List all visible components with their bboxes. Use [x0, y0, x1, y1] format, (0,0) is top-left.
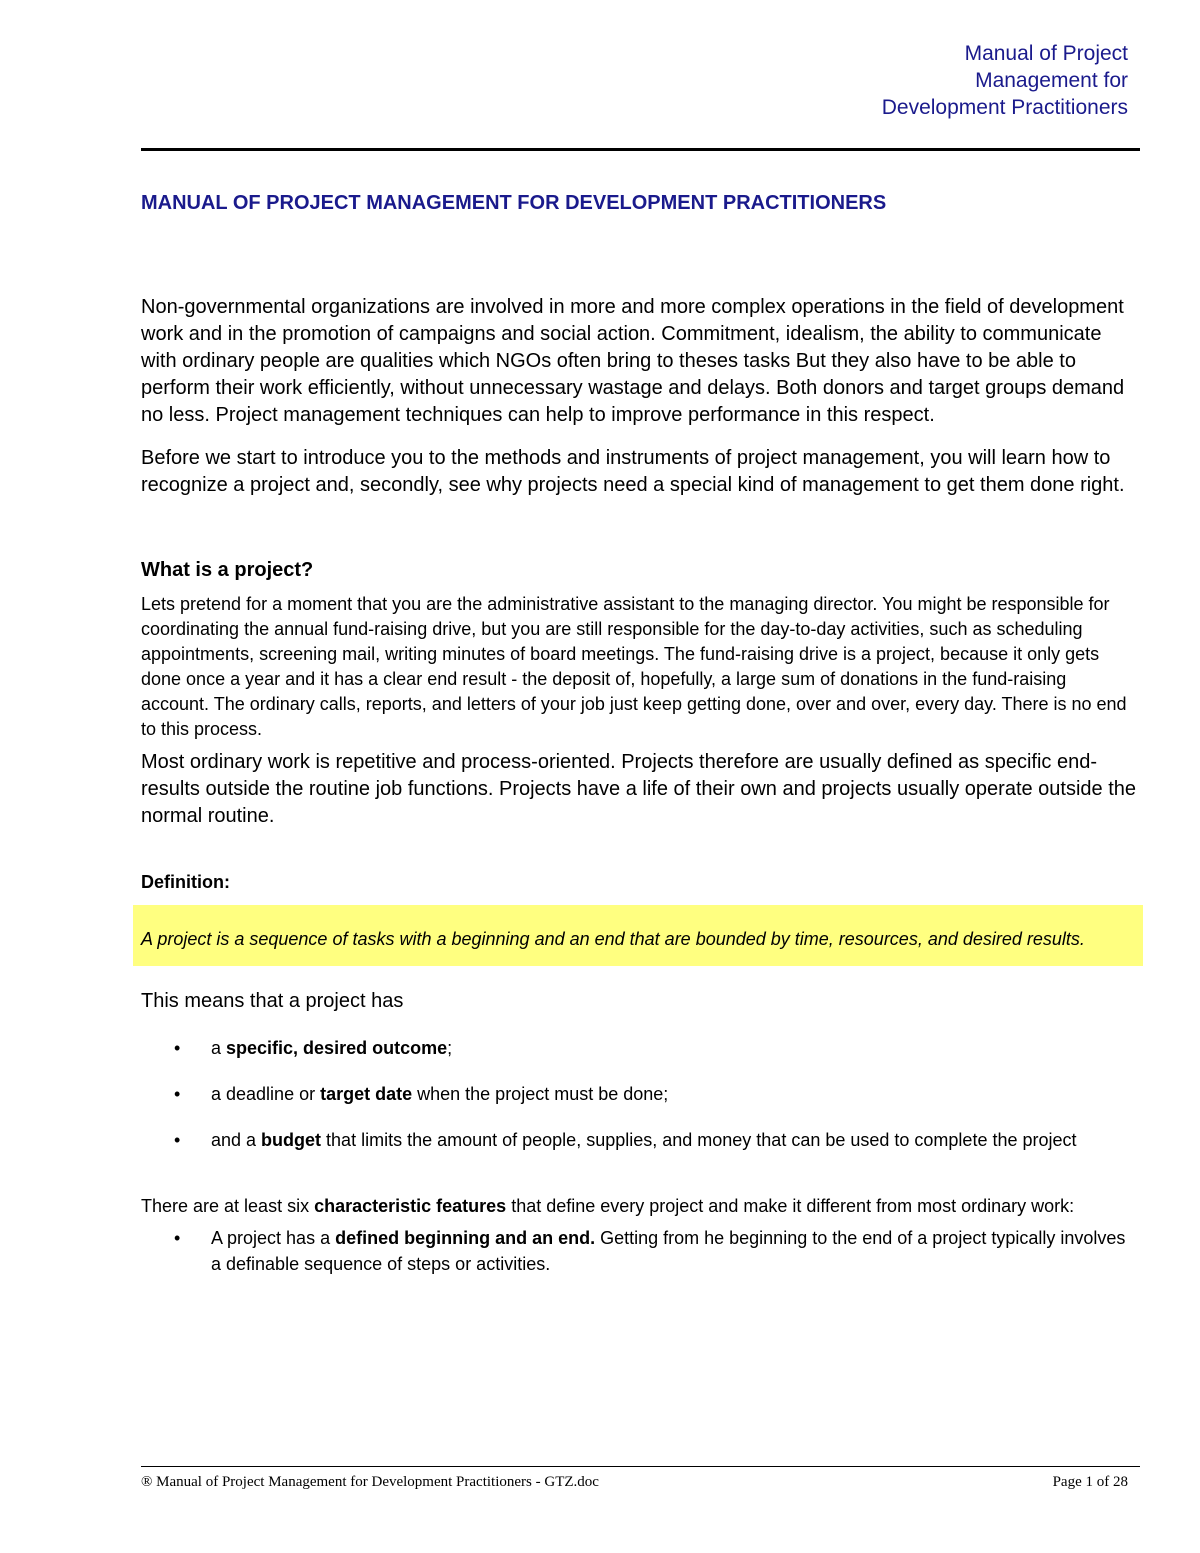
- features-list: [141, 1225, 1139, 1277]
- document-body: [141, 186, 1139, 1297]
- intro-paragraph-2: Before we start to introduce you to the methods and instruments of project management, you will learn how to recognize a project and, secondly, see why projects need a special kind of management to get them done right.: [141, 447, 1125, 496]
- section-paragraph-1: Lets pretend for a moment that you are the administrative assistant to the managing director. You might be responsible for coordinating the annual fund-raising drive, but you are still responsible for the day-to-day activities, such as scheduling appointments, screening mail, writing minutes of board meetings. The fund-raising drive is a project, because it only gets done once a year and it has a clear end result - the deposit of, hopefully, a large sum of donations in the fund-raising account. The ordinary calls, reports, and letters of your job just keep getting done, over and over, every day. There is no end to this process.: [141, 594, 1127, 739]
- header-line-3: Development Practitioners: [881, 96, 1128, 119]
- bullet-icon: •: [174, 1228, 181, 1248]
- intro-paragraph-1: Non-governmental organizations are involved in more and more complex operations in the field of development work and in the promotion of campaigns and social action. Commitment, idealism, the ability to communicate with ordinary people are qualities which NGOs often bring to theses tasks But they also have to be able to perform their work efficiently, without unnecessary wastage and delays. Both donors and target groups demand no less. Project management techniques can help to improve performance in this respect.: [141, 296, 1125, 426]
- document-title: MANUAL OF PROJECT MANAGEMENT FOR DEVELOPMENT PRACTITIONERS: [141, 192, 887, 214]
- definition-highlight: A project is a sequence of tasks with a beginning and an end that are bounded by time, resources, and desired results.: [133, 905, 1143, 966]
- definition-label: Definition:: [141, 872, 230, 892]
- footer-divider: [141, 1466, 1140, 1467]
- list-item: • and a budget that limits the amount of people, supplies, and money that can be used to complete the project: [141, 1127, 1139, 1153]
- running-header: [728, 40, 1128, 121]
- header-line-1: Manual of Project: [964, 42, 1128, 65]
- list-item: • a specific, desired outcome;: [141, 1035, 1139, 1061]
- page-number: Page 1 of 28: [1052, 1474, 1128, 1490]
- features-intro: There are at least six characteristic features that define every project and make it different from most ordinary work:: [141, 1196, 1075, 1216]
- list-item: • A project has a defined beginning and an end. Getting from he beginning to the end of a project typically involves a definable sequence of steps or activities.: [141, 1225, 1139, 1277]
- list-item: • a deadline or target date when the project must be done;: [141, 1081, 1139, 1107]
- bullet-icon: •: [174, 1130, 181, 1150]
- bullet-icon: •: [174, 1038, 181, 1058]
- section-paragraph-2: Most ordinary work is repetitive and process-oriented. Projects therefore are usually defined as specific end-results outside the routine job functions. Projects have a life of their own and projects usually operate outside the normal routine.: [141, 751, 1137, 827]
- header-line-2: Management for: [975, 69, 1128, 92]
- section-heading: What is a project?: [141, 559, 314, 581]
- header-divider: [141, 148, 1140, 151]
- means-lead: This means that a project has: [141, 990, 404, 1012]
- bullet-icon: •: [174, 1084, 181, 1104]
- footer-filename: ® Manual of Project Management for Development Practitioners - GTZ.doc: [141, 1474, 599, 1490]
- outcome-list: [141, 1035, 1139, 1153]
